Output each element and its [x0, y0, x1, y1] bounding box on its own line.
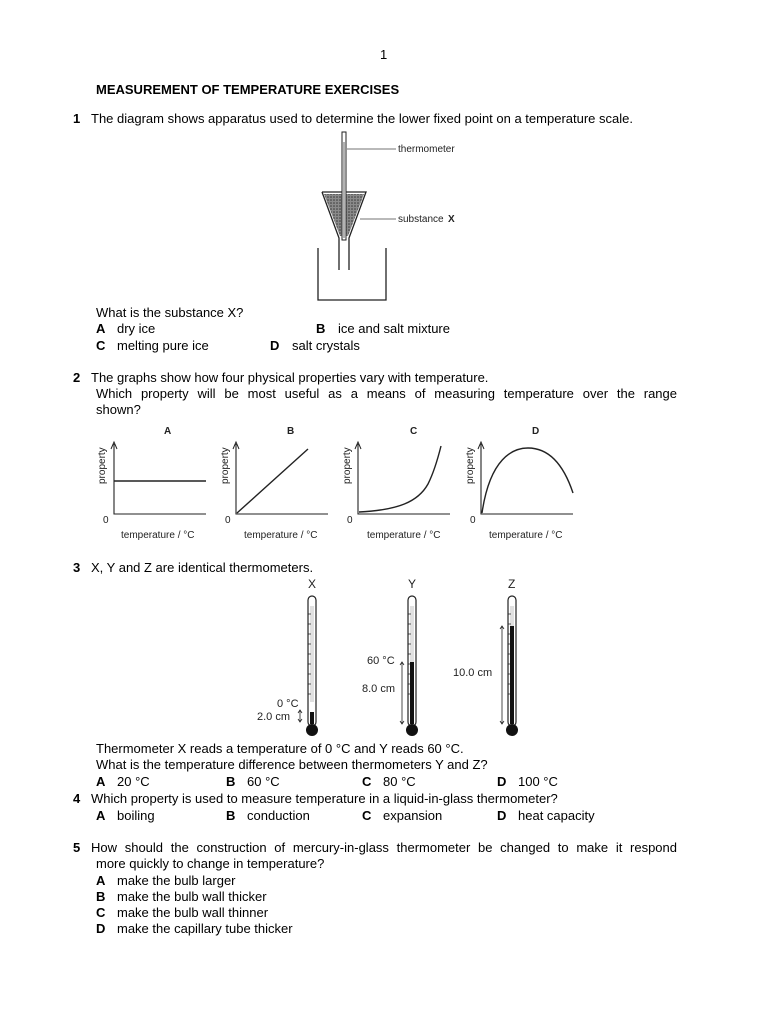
graph-c	[342, 426, 450, 541]
q2-question-line2: shown?	[96, 402, 141, 417]
graph-b-ylabel: property	[220, 447, 231, 484]
thermometer-z-label-0: 10.0 cm	[453, 667, 493, 679]
thermometer-y-letter: Y	[408, 577, 417, 591]
thermometer-z-letter: Z	[508, 577, 516, 591]
label-substance-x: X	[448, 214, 455, 225]
q4-text: Which property is used to measure temperature in a liquid-in-glass thermometer?	[91, 791, 558, 806]
q3-thermometers-diagram	[250, 574, 540, 740]
graph-d-letter: D	[532, 426, 540, 437]
graph-a-xlabel: temperature / °C	[121, 530, 195, 541]
graph-a	[97, 426, 206, 541]
thermometer-z	[453, 577, 518, 736]
q2-number: 2	[73, 370, 81, 385]
q5-option-letter-c: C	[96, 905, 106, 920]
q1-number: 1	[73, 111, 81, 126]
q1-option-b: ice and salt mixture	[338, 321, 450, 336]
q2-question-line1: Which property will be most useful as a means of measuring temperature over the range	[96, 386, 677, 401]
thermometer-x-label-0: 0 °C	[277, 698, 299, 710]
q3-option-letter-a: A	[96, 774, 106, 789]
q3-text: X, Y and Z are identical thermometers.	[91, 560, 314, 575]
q4-option-letter-a: A	[96, 808, 106, 823]
q3-option-a: 20 °C	[117, 774, 150, 789]
q4-option-letter-b: B	[226, 808, 236, 823]
q2-graphs	[88, 418, 588, 544]
q1-option-a: dry ice	[117, 321, 156, 336]
q4-option-letter-d: D	[497, 808, 507, 823]
q3-option-b: 60 °C	[247, 774, 280, 789]
q5-text-line1: How should the construction of mercury-in-glass thermometer be changed to make it respond	[91, 840, 677, 855]
graph-b-xlabel: temperature / °C	[244, 530, 318, 541]
label-substance: substance	[398, 214, 444, 225]
thermometer-y-label-0: 60 °C	[367, 655, 395, 667]
graph-b	[220, 426, 328, 541]
graph-c-letter: C	[410, 426, 418, 437]
graph-d-ylabel: property	[465, 447, 476, 484]
page-number: 1	[380, 47, 388, 62]
graph-b-curve	[237, 449, 308, 513]
q1-option-letter-d: D	[270, 338, 280, 353]
thermometer-x-letter: X	[308, 577, 317, 591]
q5-option-letter-b: B	[96, 889, 106, 904]
graph-d-xlabel: temperature / °C	[489, 530, 563, 541]
thermometer-x-label-1: 2.0 cm	[257, 711, 291, 723]
q1-apparatus-diagram	[300, 130, 470, 306]
graph-c-curve	[359, 446, 441, 512]
q5-option-c: make the bulb wall thinner	[117, 905, 269, 920]
q3-option-letter-d: D	[497, 774, 507, 789]
q3-question: What is the temperature difference between thermometers Y and Z?	[96, 757, 488, 772]
q1-option-letter-c: C	[96, 338, 106, 353]
graph-c-ylabel: property	[342, 447, 353, 484]
q5-text-line2: more quickly to change in temperature?	[96, 856, 325, 871]
q4-number: 4	[73, 791, 81, 806]
q3-option-letter-b: B	[226, 774, 236, 789]
graph-a-letter: A	[164, 426, 172, 437]
q4-option-b: conduction	[247, 808, 310, 823]
q1-question: What is the substance X?	[96, 305, 244, 320]
thermometer-y	[362, 577, 418, 736]
q3-number: 3	[73, 560, 81, 575]
page-title: MEASUREMENT OF TEMPERATURE EXERCISES	[96, 82, 400, 97]
graph-c-origin: 0	[347, 515, 353, 526]
q3-option-letter-c: C	[362, 774, 372, 789]
q5-number: 5	[73, 840, 81, 855]
q3-statement: Thermometer X reads a temperature of 0 °C and Y reads 60 °C.	[96, 741, 464, 756]
q1-text: The diagram shows apparatus used to determine the lower fixed point on a temperature scale.	[91, 111, 633, 126]
q4-option-c: expansion	[383, 808, 443, 823]
q4-option-letter-c: C	[362, 808, 372, 823]
beaker	[318, 248, 386, 300]
q5-option-d: make the capillary tube thicker	[117, 921, 293, 936]
q4-option-d: heat capacity	[518, 808, 595, 823]
q5-option-letter-d: D	[96, 921, 106, 936]
graph-a-ylabel: property	[97, 447, 108, 484]
q1-option-letter-a: A	[96, 321, 106, 336]
q1-option-letter-b: B	[316, 321, 326, 336]
q1-option-c: melting pure ice	[117, 338, 209, 353]
q5-option-a: make the bulb larger	[117, 873, 236, 888]
q3-option-c: 80 °C	[383, 774, 416, 789]
q4-option-a: boiling	[117, 808, 155, 823]
graph-b-letter: B	[287, 426, 295, 437]
q5-option-b: make the bulb wall thicker	[117, 889, 267, 904]
label-thermometer: thermometer	[398, 144, 455, 155]
q3-option-d: 100 °C	[518, 774, 558, 789]
thermometer-x	[257, 577, 318, 736]
graph-d-origin: 0	[470, 515, 476, 526]
graph-d-curve	[482, 448, 573, 513]
graph-c-xlabel: temperature / °C	[367, 530, 441, 541]
graph-d	[465, 426, 573, 541]
q1-option-d: salt crystals	[292, 338, 360, 353]
thermometer-y-label-1: 8.0 cm	[362, 683, 396, 695]
graph-b-origin: 0	[225, 515, 231, 526]
q5-option-letter-a: A	[96, 873, 106, 888]
q2-text: The graphs show how four physical properties vary with temperature.	[91, 370, 489, 385]
graph-a-origin: 0	[103, 515, 109, 526]
